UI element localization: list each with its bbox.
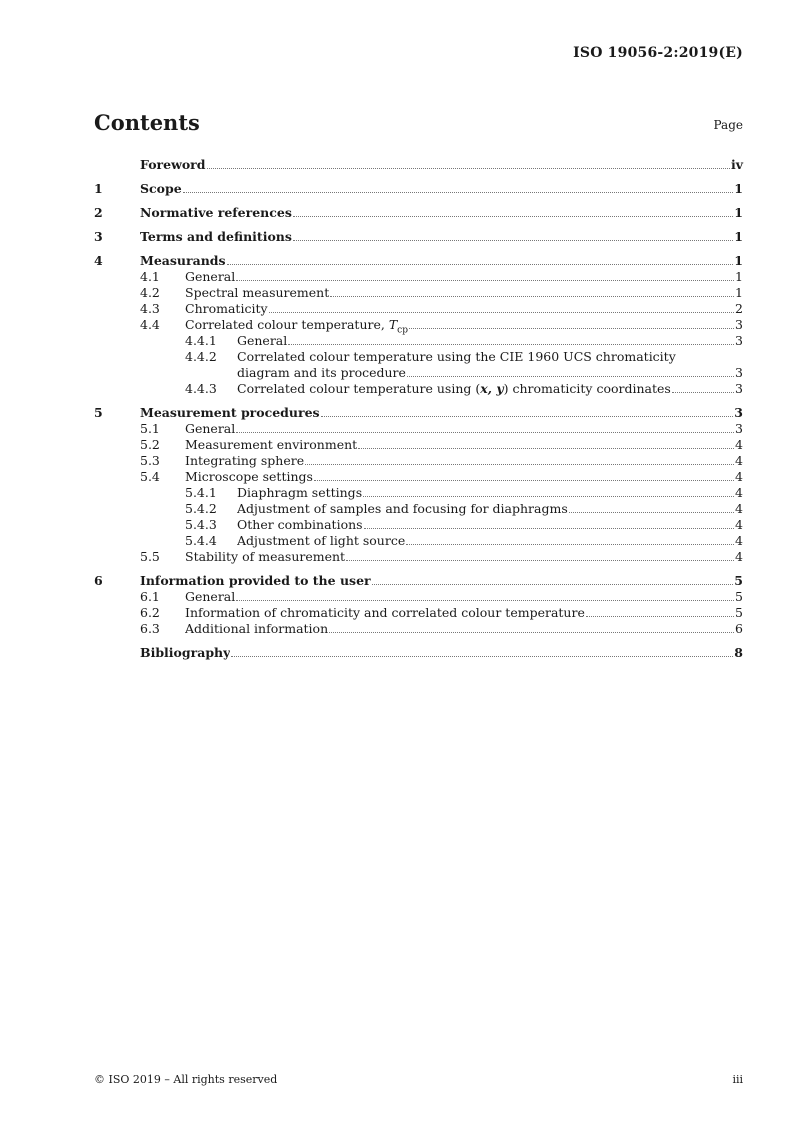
dot-leader xyxy=(236,280,734,281)
toc-entry[interactable] xyxy=(94,365,743,381)
toc-entry-title: Correlated colour temperature, $T_{cp}$ xyxy=(185,317,408,336)
toc-entry[interactable] xyxy=(94,469,743,485)
toc-entry-page: 5 xyxy=(735,605,743,620)
toc-entry-title: Information of chromaticity and correlated colour temperature xyxy=(185,605,585,620)
toc-entry-title: General xyxy=(237,333,288,348)
toc-entry-page: 3 xyxy=(734,405,743,420)
dot-leader xyxy=(364,528,734,529)
dot-leader xyxy=(329,632,734,633)
toc-entry[interactable] xyxy=(94,533,743,549)
toc-entry-title: Adjustment of samples and focusing for diaphragms xyxy=(237,501,568,516)
toc-entry-number: 1 xyxy=(94,181,103,196)
toc-entry-title: General xyxy=(185,269,236,284)
dot-leader xyxy=(672,392,734,393)
toc-entry-page: 4 xyxy=(735,437,743,452)
toc-entry-page: 1 xyxy=(734,229,743,244)
dot-leader xyxy=(409,328,734,329)
toc-entry-title: Microscope settings xyxy=(185,469,313,484)
toc-entry[interactable] xyxy=(94,404,743,421)
toc-entry-number: 4.4.3 xyxy=(185,381,217,396)
toc-entry-number: 4.1 xyxy=(140,269,160,284)
toc-entry-page: iv xyxy=(730,157,743,172)
toc-entry[interactable] xyxy=(94,317,743,336)
toc-entry-page: 4 xyxy=(735,517,743,532)
toc-entry-page: 1 xyxy=(734,253,743,268)
toc-entry-page: 3 xyxy=(735,333,743,348)
toc-entry-page: 3 xyxy=(735,365,743,380)
toc-entry-title: Chromaticity xyxy=(185,301,268,316)
toc-entry-page: 4 xyxy=(735,501,743,516)
toc-entry-number: 5.4.1 xyxy=(185,485,217,500)
dot-leader xyxy=(406,544,734,545)
toc-entry-page: 4 xyxy=(735,533,743,548)
toc-entry[interactable] xyxy=(94,453,743,469)
dot-leader xyxy=(372,584,734,585)
dot-leader xyxy=(293,216,733,217)
toc-entry[interactable] xyxy=(94,572,743,589)
toc-entry-number: 4.2 xyxy=(140,285,160,300)
toc-entry[interactable] xyxy=(94,269,743,285)
dot-leader xyxy=(207,168,730,169)
toc-entry[interactable] xyxy=(94,621,743,637)
toc-entry[interactable] xyxy=(94,156,743,173)
toc-entry-title: Correlated colour temperature using the CIE 1960 UCS chromaticity xyxy=(237,349,676,364)
toc-entry-page: 4 xyxy=(735,469,743,484)
toc-entry-page: 5 xyxy=(734,573,743,588)
toc-entry[interactable] xyxy=(94,644,743,661)
toc-entry[interactable] xyxy=(94,605,743,621)
toc-entry-page: 6 xyxy=(735,621,743,636)
document-id: ISO 19056-2:2019(E) xyxy=(573,45,743,61)
toc-entry-number: 5.5 xyxy=(140,549,160,564)
toc-entry-number: 5.3 xyxy=(140,453,160,468)
toc-entry-number: 5.4 xyxy=(140,469,160,484)
toc-entry-title: General xyxy=(185,421,236,436)
dot-leader xyxy=(227,264,734,265)
dot-leader xyxy=(321,416,734,417)
toc-entry[interactable] xyxy=(94,437,743,453)
dot-leader xyxy=(358,448,734,449)
toc-entry-title: Measurands xyxy=(140,253,226,268)
dot-leader xyxy=(569,512,734,513)
dot-leader xyxy=(293,240,733,241)
toc-entry-title: Other combinations xyxy=(237,517,363,532)
toc-entry-page: 4 xyxy=(735,485,743,500)
toc-entry-title: Bibliography xyxy=(140,645,231,660)
toc-entry[interactable] xyxy=(94,421,743,437)
dot-leader xyxy=(231,656,733,657)
copyright-notice: © ISO 2019 – All rights reserved xyxy=(94,1073,278,1086)
toc-entry-number: 2 xyxy=(94,205,103,220)
toc-entry-page: 2 xyxy=(735,301,743,316)
toc-entry-number: 6.2 xyxy=(140,605,160,620)
toc-entry-page: 3 xyxy=(735,317,743,332)
toc-entry-title: Diaphragm settings xyxy=(237,485,363,500)
toc-entry[interactable] xyxy=(94,285,743,301)
toc-entry[interactable] xyxy=(94,549,743,565)
toc-entry-number: 4.4.2 xyxy=(185,349,217,364)
toc-entry-title: Information provided to the user xyxy=(140,573,371,588)
toc-entry[interactable] xyxy=(94,228,743,245)
toc-entry-title: Integrating sphere xyxy=(185,453,305,468)
toc-entry-title: Normative references xyxy=(140,205,292,220)
toc-entry-number: 4.4 xyxy=(140,317,160,332)
toc-entry-title: General xyxy=(185,589,236,604)
toc-entry-number: 6 xyxy=(94,573,103,588)
toc-entry-title: Adjustment of light source xyxy=(237,533,406,548)
toc-entry-title: diagram and its procedure xyxy=(237,365,406,380)
toc-entry-number: 5.4.3 xyxy=(185,517,217,532)
toc-entry-page: 3 xyxy=(735,381,743,396)
toc-entry-number: 6.1 xyxy=(140,589,160,604)
toc-entry-number: 5.4.4 xyxy=(185,533,217,548)
dot-leader xyxy=(586,616,734,617)
toc-entry[interactable] xyxy=(94,517,743,533)
dot-leader xyxy=(288,344,734,345)
dot-leader xyxy=(363,496,734,497)
toc-entry-page: 8 xyxy=(734,645,743,660)
dot-leader xyxy=(407,376,734,377)
page-column-label: Page xyxy=(713,118,743,132)
toc-entry[interactable] xyxy=(94,333,743,349)
toc-entry-title: Stability of measurement xyxy=(185,549,346,564)
toc-entry-title: Scope xyxy=(140,181,182,196)
toc-entry-page: 4 xyxy=(735,549,743,564)
dot-leader xyxy=(314,480,734,481)
dot-leader xyxy=(305,464,734,465)
toc-entry-number: 6.3 xyxy=(140,621,160,636)
toc-entry-title: Correlated colour temperature using (x, y) chromaticity coordinates xyxy=(237,381,671,396)
dot-leader xyxy=(346,560,734,561)
dot-leader xyxy=(330,296,734,297)
dot-leader xyxy=(236,432,734,433)
toc-entry-title: Measurement procedures xyxy=(140,405,320,420)
dot-leader xyxy=(236,600,734,601)
toc-entry-number: 4.4.1 xyxy=(185,333,217,348)
toc-entry-number: 5 xyxy=(94,405,103,420)
toc-entry[interactable] xyxy=(94,381,743,397)
toc-entry-page: 1 xyxy=(734,205,743,220)
toc-entry-title: Terms and definitions xyxy=(140,229,292,244)
toc-entry-number: 4.3 xyxy=(140,301,160,316)
toc-entry-number: 4 xyxy=(94,253,103,268)
dot-leader xyxy=(269,312,735,313)
toc-entry[interactable] xyxy=(94,301,743,317)
toc-entry-number: 5.4.2 xyxy=(185,501,217,516)
toc-entry[interactable] xyxy=(94,204,743,221)
toc-entry-title: Additional information xyxy=(185,621,329,636)
toc-entry-title: Foreword xyxy=(140,157,206,172)
toc-entry[interactable] xyxy=(94,349,743,365)
toc-entry-page: 1 xyxy=(735,285,743,300)
toc-entry[interactable] xyxy=(94,180,743,197)
toc-entry-page: 4 xyxy=(735,453,743,468)
toc-entry-page: 3 xyxy=(735,421,743,436)
toc-entry-page: 5 xyxy=(735,589,743,604)
page-number: iii xyxy=(732,1073,743,1086)
toc-entry-number: 5.2 xyxy=(140,437,160,452)
contents-title: Contents xyxy=(94,110,200,135)
toc-entry-title: Measurement environment xyxy=(185,437,358,452)
toc-entry-number: 3 xyxy=(94,229,103,244)
toc-entry[interactable] xyxy=(94,252,743,269)
toc-entry-title: Spectral measurement xyxy=(185,285,330,300)
toc-entry[interactable] xyxy=(94,589,743,605)
table-of-contents xyxy=(94,156,743,661)
toc-entry[interactable] xyxy=(94,485,743,501)
dot-leader xyxy=(183,192,734,193)
toc-entry-page: 1 xyxy=(735,269,743,284)
toc-entry-number: 5.1 xyxy=(140,421,160,436)
toc-entry-page: 1 xyxy=(734,181,743,196)
toc-entry[interactable] xyxy=(94,501,743,517)
